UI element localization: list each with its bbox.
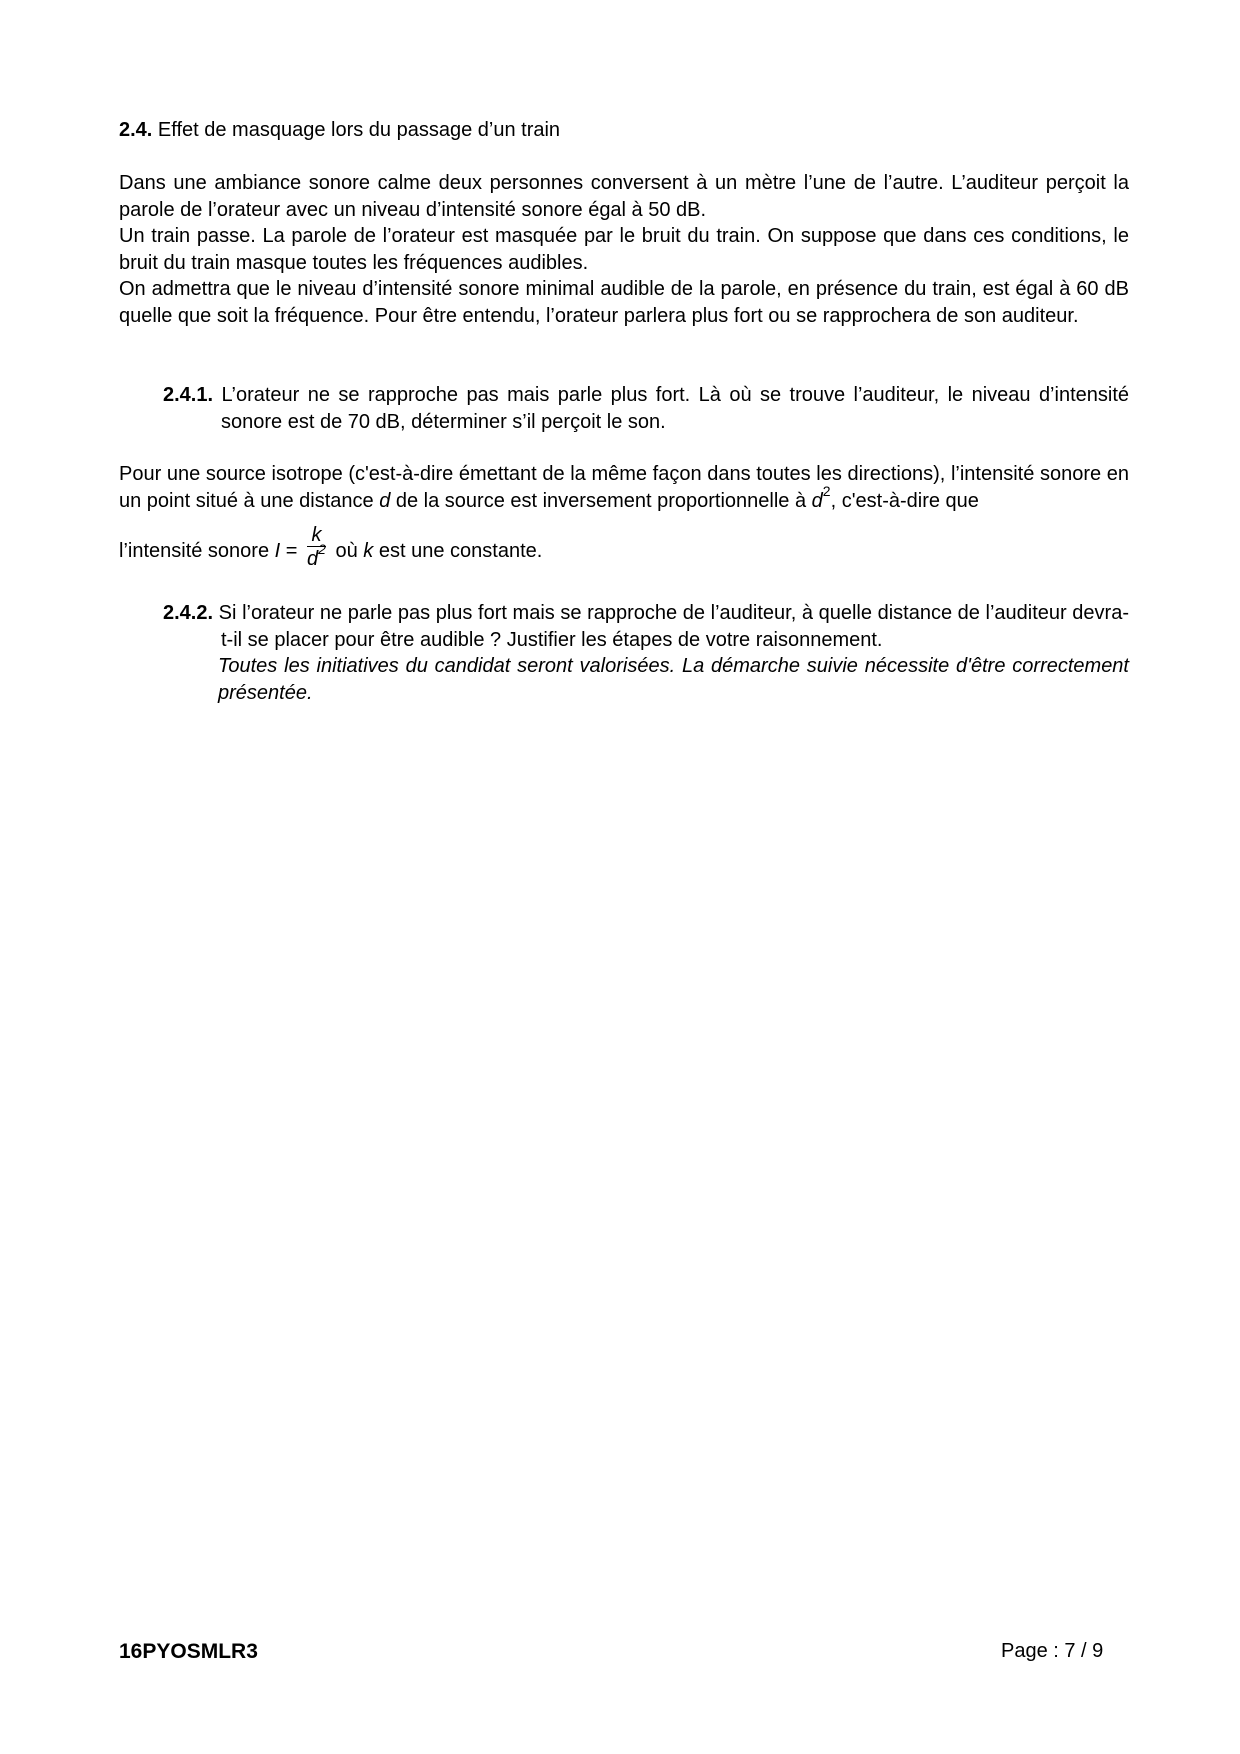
formula-line xyxy=(119,514,1129,570)
question-text: L’orateur ne se rapproche pas mais parle plus fort. Là où se trouve l’auditeur, le niveau d’intensité sonore est de 70 dB, déterminer s’il perçoit le son. xyxy=(221,384,1129,433)
var-d-squared: d xyxy=(811,489,823,512)
question-number: 2.4.1. xyxy=(163,384,214,406)
intro-text-3: On admettra que le niveau d’intensité sonore minimal audible de la parole, en présence du train, est égal à 60 dB quelle que soit la fréquence. Pour être entendu, l’orateur parlera plus fort ou se rapprochera de son auditeur. xyxy=(119,278,1129,327)
var-d: d xyxy=(379,489,391,512)
var-k: k xyxy=(363,539,374,562)
fraction-numerator: k xyxy=(307,524,326,547)
isotrope-text-part3: , c'est-à-dire que xyxy=(830,489,979,512)
question-number: 2.4.2. xyxy=(163,602,214,624)
isotrope-text-part1: Pour une source isotrope (c'est-à-dire émettant de la même façon dans toutes les directions), l’intensité sonore en un point situé à une distance xyxy=(119,463,1129,512)
formula-suffix: est une constante. xyxy=(373,539,543,562)
intro-paragraph xyxy=(119,170,1129,329)
section-title: Effet de masquage lors du passage d’un train xyxy=(157,119,561,141)
equals-sign: = xyxy=(280,539,304,562)
isotrope-paragraph xyxy=(119,461,1129,570)
footer-page-number: Page : 7 / 9 xyxy=(1001,1640,1104,1662)
isotrope-text-part2: de la source est inversement proportionnelle à xyxy=(390,489,812,512)
intro-text-2: Un train passe. La parole de l’orateur est masquée par le bruit du train. On suppose que dans ces conditions, le bruit du train masque toutes les fréquences audibles. xyxy=(119,225,1129,274)
var-I: I xyxy=(274,539,281,562)
fraction-denominator xyxy=(307,541,326,571)
question-text: Si l’orateur ne parle pas plus fort mais se rapproche de l’auditeur, à quelle distance de l’auditeur devra-t-il se placer pour être audible ? Justifier les étapes de votre raisonnement. xyxy=(218,602,1130,651)
exponent: 2 xyxy=(822,482,831,499)
fraction-k-over-d2 xyxy=(307,524,326,571)
formula-mid: où xyxy=(329,539,364,562)
fraction-den-var: d xyxy=(307,548,319,570)
formula-prefix: l’intensité sonore xyxy=(119,539,275,562)
section-number: 2.4. xyxy=(119,119,153,141)
question-2-4-1 xyxy=(163,382,1129,435)
intro-text-1: Dans une ambiance sonore calme deux personnes conversent à un mètre l’une de l’autre. L’auditeur perçoit la parole de l’orateur avec un niveau d’intensité sonore égal à 50 dB. xyxy=(119,172,1129,221)
section-heading xyxy=(119,117,1129,144)
question-2-4-2 xyxy=(163,600,1129,706)
footer-document-code: 16PYOSMLR3 xyxy=(119,1640,258,1663)
question-note: Toutes les initiatives du candidat seront valorisées. La démarche suivie nécessite d'être correctement présentée. xyxy=(218,655,1129,704)
isotrope-text xyxy=(119,461,1129,514)
fraction-den-exponent: 2 xyxy=(318,541,326,558)
